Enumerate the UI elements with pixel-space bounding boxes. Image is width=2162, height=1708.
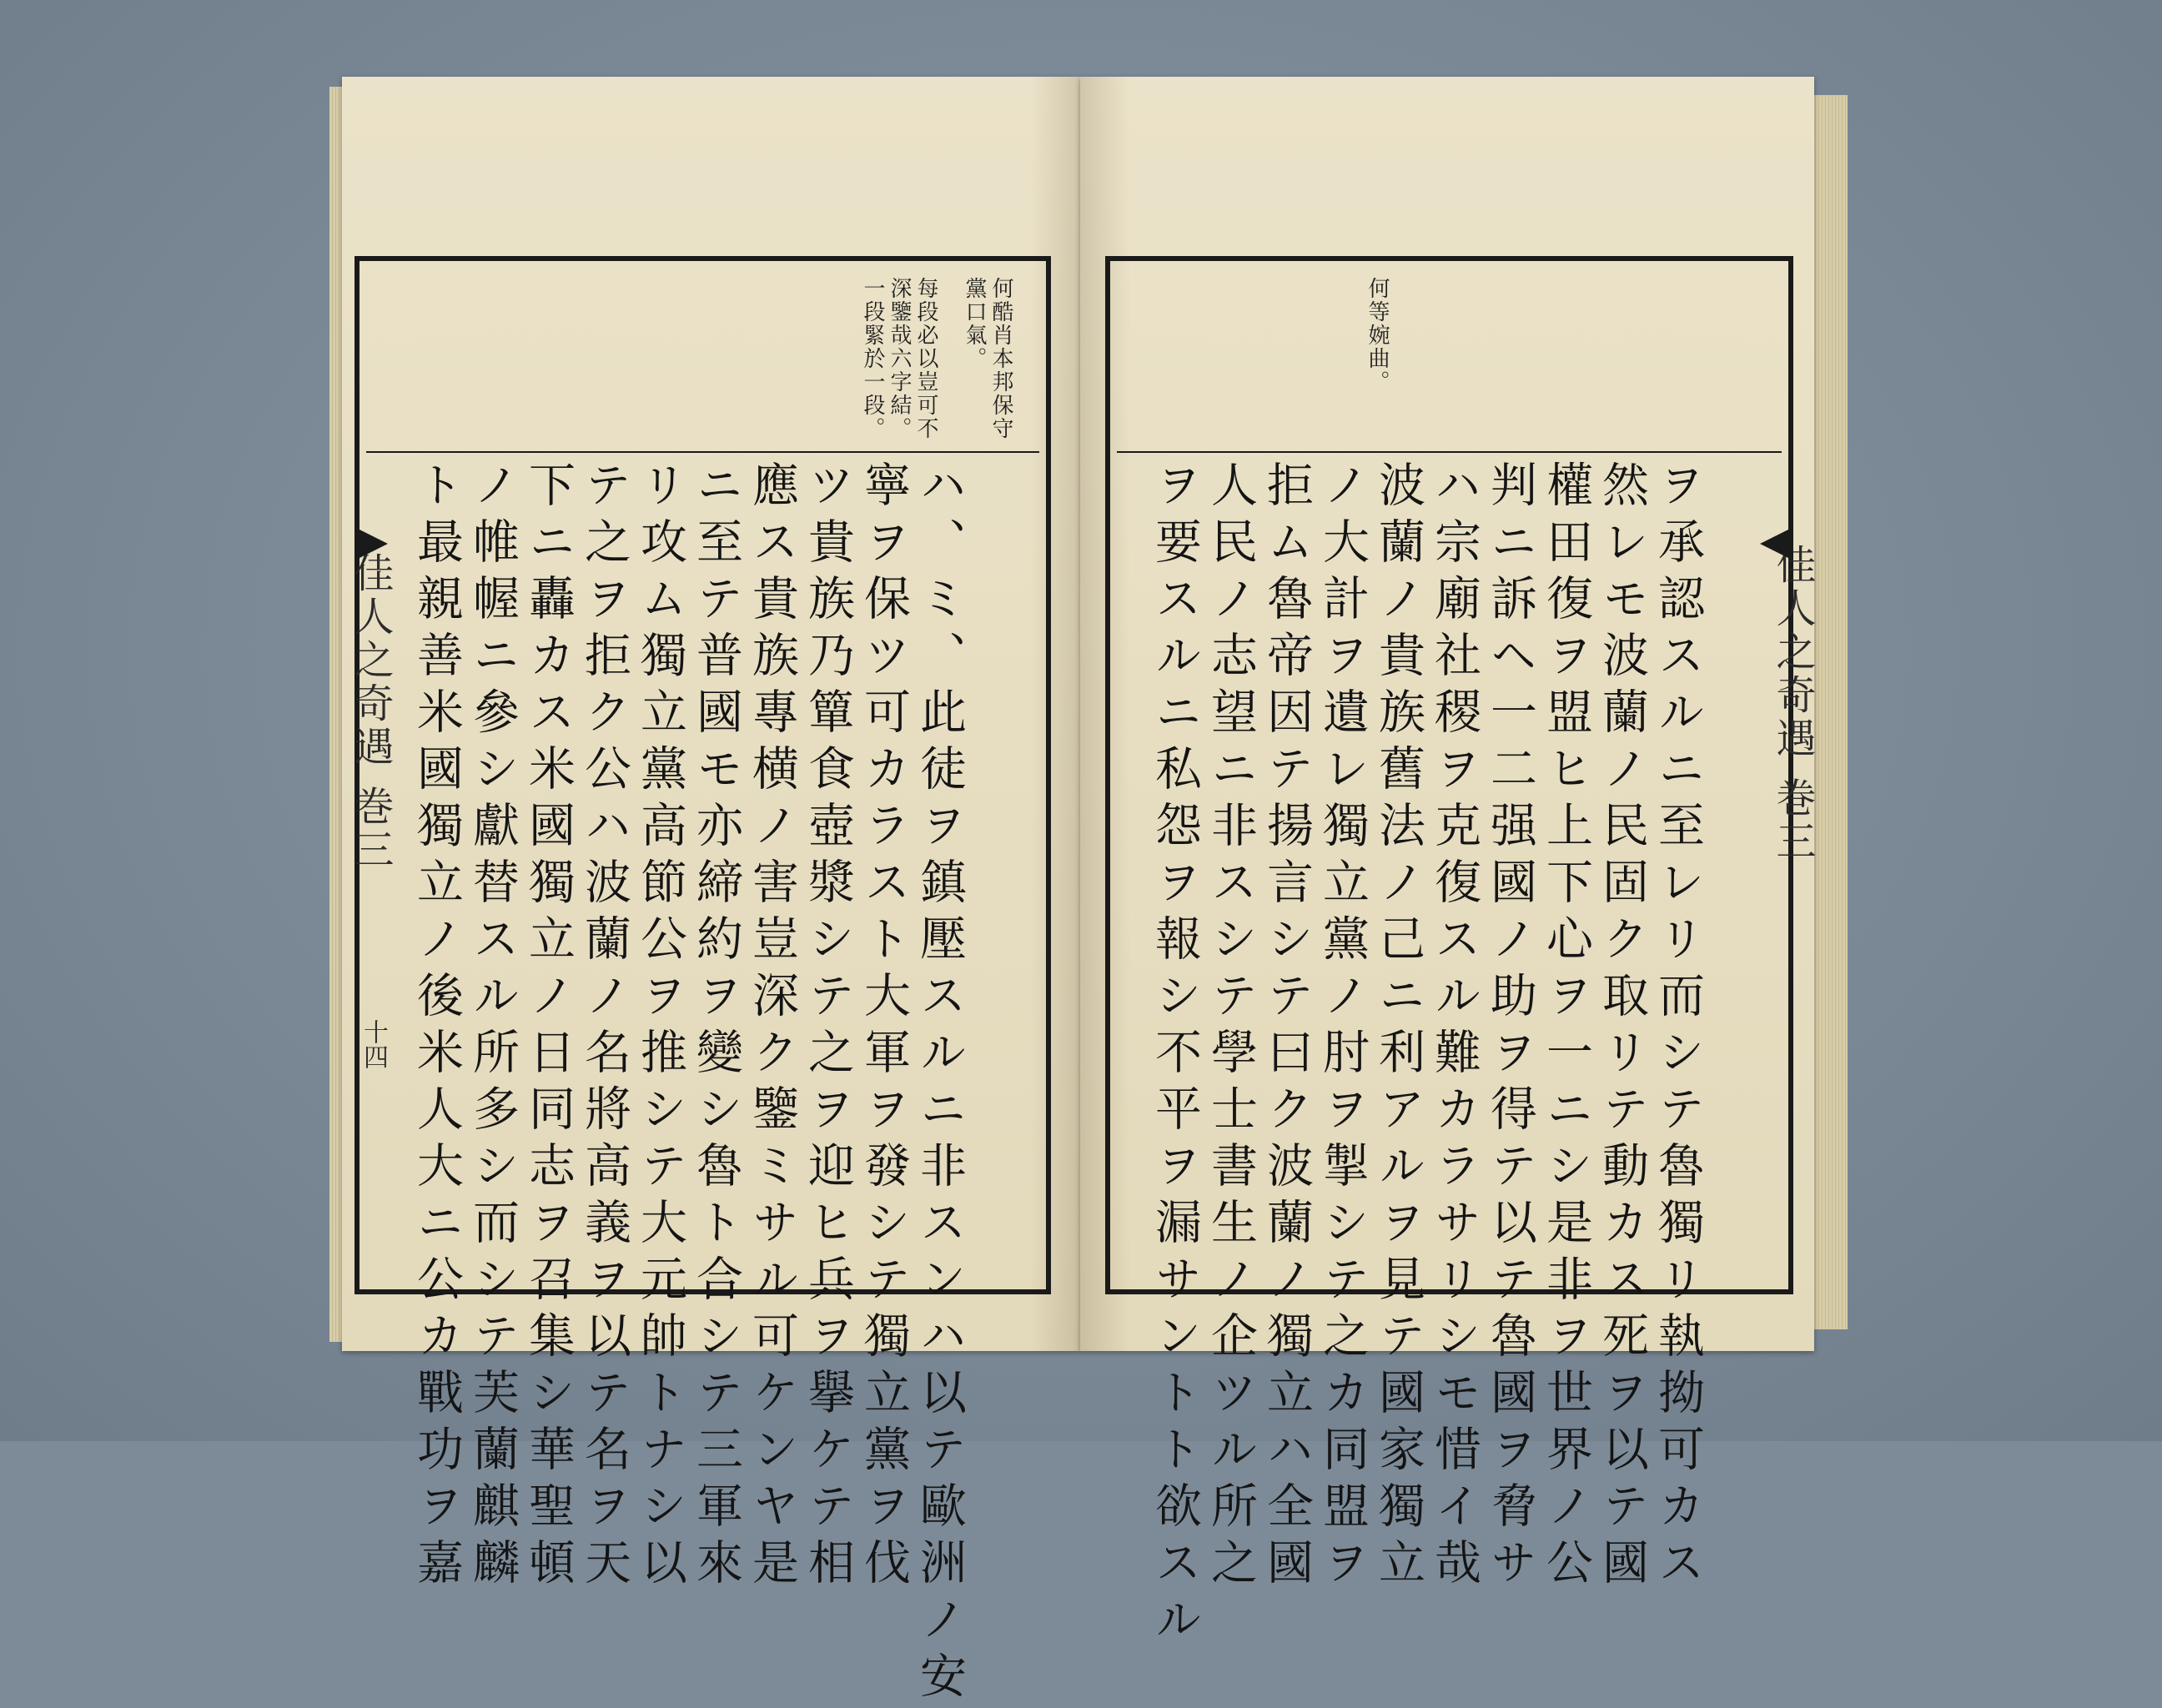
- left-column-7: テ之ヲ拒ク公ハ波蘭ノ名將高義ヲ以テ名ヲ天: [577, 460, 631, 1595]
- left-column-2: 寧ヲ保ツ可カラスト大軍ヲ發シテ獨立黨ヲ伐: [857, 460, 911, 1595]
- right-column-1: ヲ承認スルニ至レリ而シテ魯獨リ執拗可カス: [1651, 460, 1705, 1595]
- right-column-3: 權田復ヲ盟ヒ上下心ヲ一ニシ是非ヲ世界ノ公: [1539, 460, 1593, 1595]
- right-head-band: [1117, 268, 1782, 453]
- right-column-5: ハ宗廟社稷ヲ克復スル難カラサリシモ惜イ哉: [1427, 460, 1481, 1595]
- right-spine-title: 佳人之奇遇 巻三: [1769, 544, 1816, 864]
- right-column-2: 然レモ波蘭ノ民固ク取リテ動カス死ヲ以テ國: [1595, 460, 1649, 1595]
- left-column-5: ニ至テ普國モ亦締約ヲ變シ魯ト合シテ三軍來: [689, 460, 743, 1595]
- right-column-8: 拒ム魯帝因テ揚言シテ曰ク波蘭ノ獨立ハ全國: [1259, 460, 1314, 1595]
- left-page: [342, 77, 1080, 1708]
- open-book: [329, 77, 1848, 1708]
- left-column-3: ツ貴族乃簞食壺漿シテ之ヲ迎ヒ兵ヲ擧ケテ相: [801, 460, 855, 1595]
- left-column-10: ト最親善米國獨立ノ後米人大ニ公カ戰功ヲ嘉: [410, 460, 464, 1595]
- left-column-4: 應ス貴族專横ノ害豈深ク鑒ミサル可ケンヤ是: [745, 460, 799, 1595]
- left-folio: 十四: [359, 1019, 388, 1069]
- left-column-9: ノ帷幄ニ參シ獻替スル所多シ而シテ芙蘭麒麟: [465, 460, 520, 1595]
- right-page: [1080, 77, 1816, 1651]
- right-column-9: 人民ノ志望ニ非スシテ學士書生ノ企ツル所之: [1204, 460, 1258, 1595]
- left-column-6: リ攻ム獨立黨高節公ヲ推シテ大元帥トナシ以: [633, 460, 687, 1595]
- left-head-note-2: 每段必以豈可不深鑒哉六字結。一段緊於一段。: [860, 277, 938, 440]
- left-column-8: 下ニ轟カス米國獨立ノ日同志ヲ召集シ華聖頓: [521, 460, 576, 1595]
- left-head-note-1: 何酷肖本邦保守黨口氣。: [962, 277, 1013, 440]
- right-column-7: ノ大計ヲ遺レ獨立黨ノ肘ヲ掣シテ之カ同盟ヲ: [1315, 460, 1370, 1595]
- right-column-10: ヲ要スルニ私怨ヲ報シ不平ヲ漏サントト欲スル: [1148, 460, 1202, 1651]
- right-column-4: 判ニ訴ヘ一二强國ノ助ヲ得テ以テ魯國ヲ脅サ: [1483, 460, 1537, 1595]
- left-column-1: ハ、ミ、此徒ヲ鎮壓スルニ非スンハ以テ歐洲ノ安: [913, 460, 967, 1708]
- right-body-text: [1147, 460, 1706, 1651]
- left-body-text: [409, 460, 968, 1708]
- right-head-note-1: 何等婉曲。: [1365, 277, 1390, 394]
- right-fishtail-mark: [1760, 527, 1793, 560]
- left-fishtail-mark: [354, 527, 388, 560]
- left-spine-title: 佳人之奇遇 巻三: [347, 552, 394, 872]
- right-column-6: 波蘭ノ貴族舊法ノ己ニ利アルヲ見テ國家獨立: [1371, 460, 1425, 1595]
